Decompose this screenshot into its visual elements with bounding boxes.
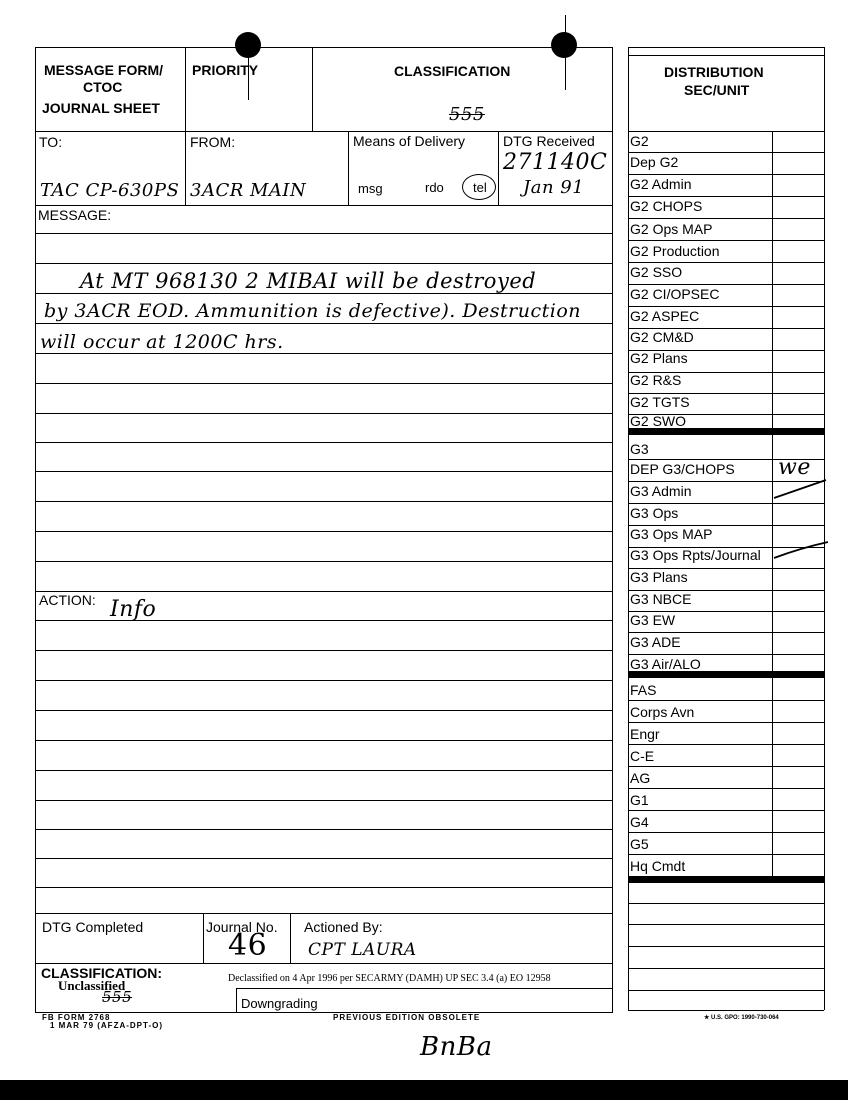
form-title-line3: JOURNAL SHEET	[42, 100, 160, 116]
dtg-received-date: Jan 91	[523, 177, 585, 198]
distribution-item: G3 Ops	[630, 505, 679, 521]
message-line-3: will occur at 1200C hrs.	[40, 331, 284, 353]
distribution-item: G2 SWO	[630, 413, 687, 429]
priority-label: PRIORITY	[192, 62, 259, 78]
distribution-item: G2 ASPEC	[630, 308, 700, 324]
tel-option: tel	[473, 180, 487, 195]
to-label: TO:	[39, 134, 63, 150]
to-value: TAC CP-630PS	[40, 180, 180, 201]
form-number-line2: 1 MAR 79 (AFZA-DPT-O)	[50, 1021, 163, 1030]
distribution-item: G2 SSO	[630, 264, 683, 280]
distribution-item: G2	[630, 133, 649, 149]
distribution-item: G2 CM&D	[630, 329, 694, 345]
distribution-item: G2 Ops MAP	[630, 221, 713, 237]
distribution-item: Hq Cmdt	[630, 858, 686, 874]
distribution-header-line2: SEC/UNIT	[684, 82, 750, 98]
punch-mark-left	[248, 55, 249, 100]
actioned-by-value: CPT LAURA	[308, 940, 417, 960]
distribution-item: AG	[630, 770, 651, 786]
msg-option: msg	[358, 181, 383, 196]
gpo-note: ★ U.S. GPO: 1990-730-064	[704, 1015, 779, 1021]
punch-mark-right	[565, 15, 566, 90]
from-label: FROM:	[190, 134, 236, 150]
bottom-classification-mark: 555	[102, 988, 133, 1006]
distribution-item: G3 Ops Rpts/Journal	[630, 547, 761, 563]
message-line-1: At MT 968130 2 MIBAI will be destroyed	[80, 269, 537, 293]
form-title-line1: MESSAGE FORM/	[44, 62, 164, 78]
classification-mark: 555	[449, 104, 485, 125]
distribution-item: C-E	[630, 748, 655, 764]
distribution-item: G2 Production	[630, 243, 720, 259]
scan-edge-band	[0, 1080, 848, 1100]
rdo-option: rdo	[425, 180, 444, 195]
distribution-item: Dep G2	[630, 154, 679, 170]
distribution-item: G2 Admin	[630, 176, 692, 192]
actioned-by-label: Actioned By:	[304, 919, 383, 935]
distribution-item: G3 EW	[630, 612, 676, 628]
distribution-item: G2 R&S	[630, 372, 682, 388]
distribution-item: G4	[630, 814, 649, 830]
distribution-item: G3 ADE	[630, 634, 681, 650]
distribution-item: G3 Plans	[630, 569, 688, 585]
tel-circle	[462, 174, 496, 200]
message-label: MESSAGE:	[38, 207, 112, 223]
distribution-item: G1	[630, 792, 649, 808]
form-number-line1: FB FORM 2768	[42, 1013, 111, 1022]
action-label: ACTION:	[39, 592, 96, 608]
g3-group-divider	[628, 671, 824, 678]
distribution-item: Engr	[630, 726, 660, 742]
classification-label: CLASSIFICATION	[394, 63, 511, 79]
message-line-2: by 3ACR EOD. Ammunition is defective). Destruction	[44, 300, 582, 322]
distribution-header-line1: DISTRIBUTION	[664, 64, 764, 80]
distribution-item: G3 Air/ALO	[630, 656, 701, 672]
journal-no-value: 46	[228, 928, 268, 963]
means-of-delivery-label: Means of Delivery	[353, 133, 466, 149]
distribution-item: DEP G3/CHOPS	[630, 461, 735, 477]
g2-group-divider	[628, 428, 824, 435]
declassified-text: Declassified on 4 Apr 1996 per SECARMY (DAMH) UP SEC 3.4 (a) EO 12958	[228, 973, 551, 984]
check-marks	[770, 470, 830, 565]
distribution-item: G3	[630, 441, 649, 457]
dtg-completed-label: DTG Completed	[42, 919, 144, 935]
dtg-received-value: 271140C	[503, 150, 608, 175]
action-value: Info	[110, 597, 157, 622]
distribution-item: G3 Ops MAP	[630, 526, 713, 542]
form-title-line2: CTOC	[83, 79, 123, 95]
distribution-item: G2 CHOPS	[630, 198, 703, 214]
distribution-item: G2 Plans	[630, 350, 688, 366]
bottom-classification-label: CLASSIFICATION:	[41, 965, 163, 981]
distribution-item: G3 NBCE	[630, 591, 692, 607]
bottom-initials: BnBa	[420, 1032, 493, 1062]
from-value: 3ACR MAIN	[190, 180, 307, 201]
journal-no-label: Journal No.	[206, 919, 278, 935]
distribution-item: G2 TGTS	[630, 394, 690, 410]
staff-group-divider	[628, 876, 824, 883]
distribution-item: G2 CI/OPSEC	[630, 286, 720, 302]
distribution-item: FAS	[630, 682, 657, 698]
distribution-item: Corps Avn	[630, 704, 695, 720]
previous-edition-note: PREVIOUS EDITION OBSOLETE	[333, 1013, 481, 1022]
distribution-item: G3 Admin	[630, 483, 692, 499]
downgrading-label: Downgrading	[241, 996, 318, 1011]
distribution-item: G5	[630, 836, 649, 852]
punch-hole-right	[551, 32, 577, 58]
dtg-received-label: DTG Received	[503, 133, 595, 149]
bottom-classification-value: Unclassified	[58, 978, 126, 993]
dep-g3-mark: we	[778, 455, 811, 480]
